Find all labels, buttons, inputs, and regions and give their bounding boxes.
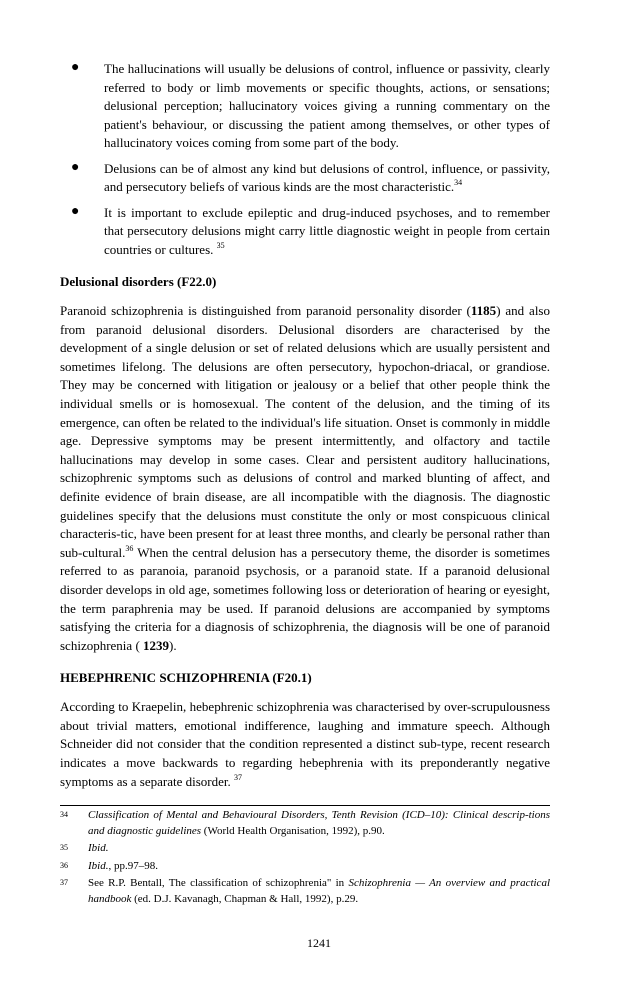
footnote-ref: 37	[234, 772, 243, 782]
cross-reference: 1239	[143, 637, 170, 653]
bullet-dot: ●	[71, 159, 80, 175]
footnote-ref: 35	[216, 240, 225, 250]
document-page	[60, 60, 550, 907]
section-heading: HEBEPHRENIC SCHIZOPHRENIA (F20.1)	[60, 670, 312, 686]
bullet-item	[60, 204, 550, 260]
footnote-text: , pp.97–98.	[108, 859, 158, 872]
footnote-italic-text: Ibid.	[88, 859, 109, 872]
footnote-text: (World Health Organisation, 1992), p.90.	[201, 824, 385, 837]
footnote-italic-text: Schizophrenia — An overview and practical handbook	[88, 877, 550, 905]
body-paragraph	[60, 302, 550, 655]
footnote	[60, 859, 550, 875]
footnote	[60, 841, 550, 857]
footnote-ref: 34	[454, 178, 463, 187]
text-run: ).	[169, 637, 177, 653]
footnote-ref: 36	[125, 543, 134, 553]
footnote-number: 36	[60, 860, 68, 870]
footnote-number: 34	[60, 810, 68, 820]
footnote	[60, 876, 550, 907]
text-run: Paranoid schizophrenia is distinguished from paranoid personality disorder (	[60, 303, 471, 318]
bullet-text: Delusions can be of almost any kind but delusions of control, influence, or passivity, and persecutory beliefs of various kinds are the most characteristic.	[104, 160, 550, 194]
text-run: According to Kraepelin, hebephrenic schizophrenia was characterised by over-scrupulousness about trivial matters, emotional indifference, laughing and immature speech. Although Schneider did not consider that the condition represented a distinct sub-type, recent research indicates a move backwards to regarding hebephrenia with its preponderantly negative symptoms as a separate disorder.	[60, 699, 550, 789]
section-heading: Delusional disorders (F22.0)	[60, 274, 217, 289]
text-run: ) and also from paranoid delusional disorders. Delusional disorders are characterised by the development of a single delusion or set of related delusions which are usually persistent and sometimes lifelong. The delusions are often persecutory, hypochon-driacal, or grandiose. They may be concerned with litigation or jealousy or a belief that other people think the individual smells or is homosexual. The content of the delusion, and the timing of its emergence, can often be related to the individual's life situation. Onset is commonly in middle age. Depressive symptoms may be present intermittently, and olfactory and tactile hallucinations may develop in some cases. Clear and persistent auditory hallucinations, schizophrenic symptoms such as delusions of control and marked blunting of affect, and definite evidence of brain disease, are all incompatible with the diagnosis. The diagnostic guidelines specify that the delusions must constitute the only or most conspicuous clinical characteris-tic, have been present for at least three months, and clearly be personal rather than sub-cultural.	[60, 303, 550, 560]
text-run: When the central delusion has a persecutory theme, the disorder is sometimes referred to as paranoia, paranoid psychosis, or a paranoid state. If a paranoid delusional disorder develops in old age, sometimes following loss or deterioration of hearing or eyesight, the term paraphrenia may be used. If paranoid delusions are accompanied by symptoms satisfying the criteria for a diagnosis of schizophrenia, the diagnosis will be one of paranoid schizophrenia (	[60, 544, 550, 653]
footnote-italic-text: Classification of Mental and Behavioural Disorders, Tenth Revision (ICD–10): Clinical descrip-tions and diagnostic guidelines	[88, 809, 550, 837]
cross-reference: 1185	[470, 303, 497, 318]
body-paragraph	[60, 698, 550, 791]
footnote-divider	[60, 805, 550, 806]
criteria-bullet-list	[60, 60, 550, 259]
footnote-number: 37	[60, 878, 68, 888]
bullet-dot: ●	[71, 60, 80, 75]
bullet-item	[60, 160, 550, 197]
footnote-text: (ed. D.J. Kavanagh, Chapman & Hall, 1992), p.29.	[131, 892, 359, 905]
bullet-item	[60, 60, 550, 153]
bullet-text: The hallucinations will usually be delusions of control, influence or passivity, clearly referred to body or limb movements or specific thoughts, actions, or sensations; delusional perception; hallucinatory voices giving a running commentary on the patient's behaviour, or discussing the patient among themselves, or other types of hallucinatory voices coming from some part of the body.	[104, 61, 550, 150]
bullet-text: It is important to exclude epileptic and drug-induced psychoses, and to remember that persecutory delusions might carry little diagnostic weight in people from certain countries or cultures.	[104, 204, 550, 257]
footnote-number: 35	[60, 843, 68, 853]
footnote-text: See R.P. Bentall, The classification of schizophrenia" in	[88, 877, 349, 890]
footnote	[60, 808, 550, 839]
footnote-italic-text: Ibid.	[88, 842, 109, 855]
page-number: 1241	[307, 936, 331, 950]
bullet-dot: ●	[71, 203, 80, 219]
